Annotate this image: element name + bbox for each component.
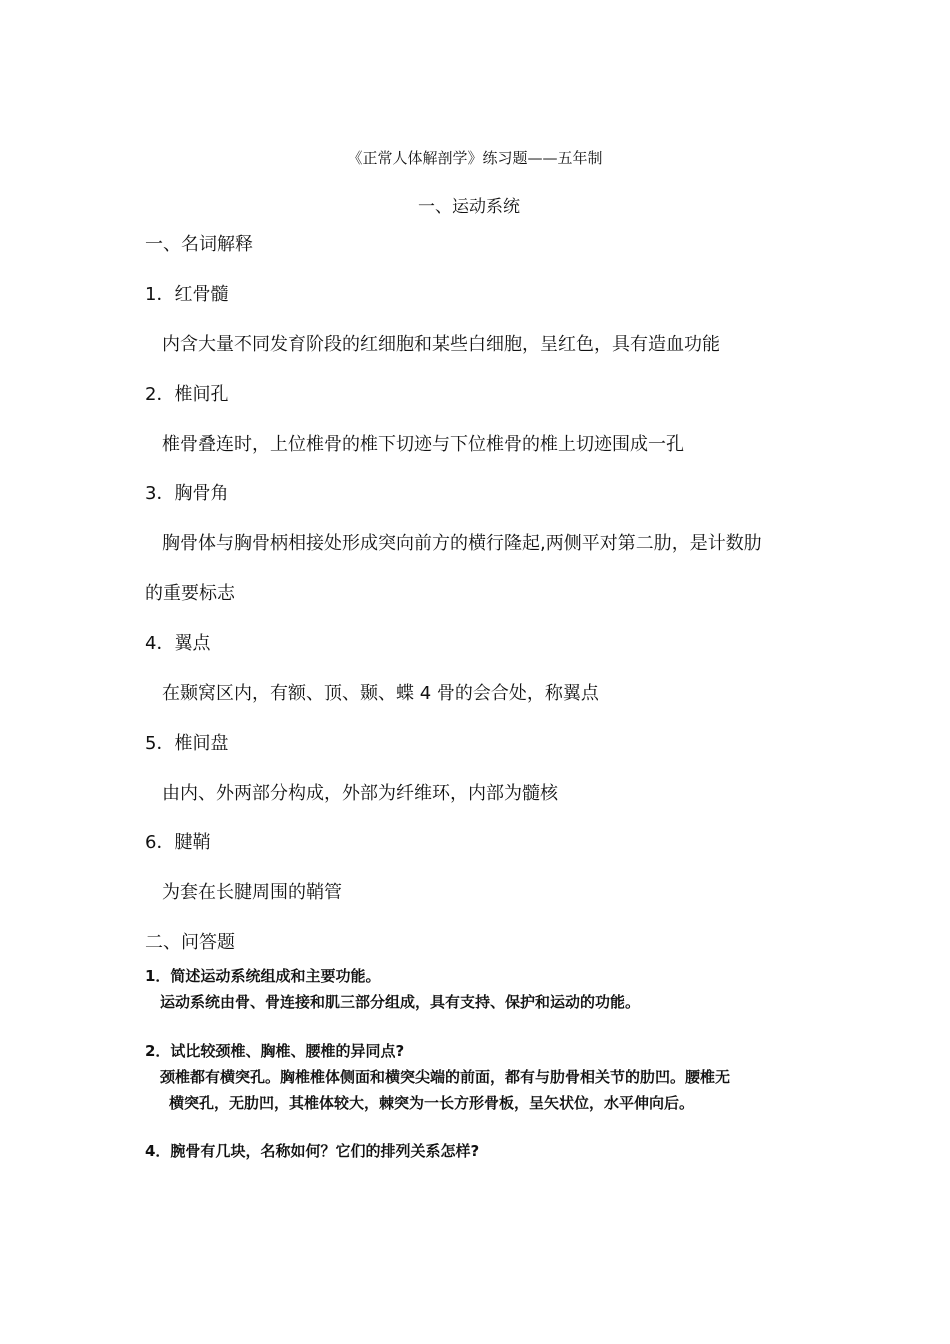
question: 1．简述运动系统组成和主要功能。 bbox=[145, 967, 381, 985]
answer-continued: 横突孔，无肋凹，其椎体较大，棘突为一长方形骨板，呈矢状位，水平伸向后。 bbox=[169, 1094, 695, 1112]
question: 4．腕骨有几块，名称如何？它们的排列关系怎样? bbox=[145, 1142, 480, 1160]
document-title: 《正常人体解剖学》练习题——五年制 bbox=[347, 149, 603, 167]
chapter-heading: 一、运动系统 bbox=[418, 197, 520, 217]
glossary-term: 4．翼点 bbox=[145, 633, 211, 654]
glossary-definition: 胸骨体与胸骨柄相接处形成突向前方的横行隆起,两侧平对第二肋，是计数肋 bbox=[162, 533, 762, 554]
answer: 运动系统由骨、骨连接和肌三部分组成，具有支持、保护和运动的功能。 bbox=[160, 993, 641, 1011]
glossary-term: 5．椎间盘 bbox=[145, 733, 229, 754]
glossary-definition: 由内、外两部分构成，外部为纤维环，内部为髓核 bbox=[162, 783, 558, 804]
glossary-definition-continued: 的重要标志 bbox=[145, 583, 235, 604]
answer: 颈椎都有横突孔。胸椎椎体侧面和横突尖端的前面，都有与肋骨相关节的肋凹。腰椎无 bbox=[160, 1068, 731, 1086]
glossary-definition: 在颞窝区内，有额、顶、颞、蝶 4 骨的会合处，称翼点 bbox=[162, 683, 599, 704]
section-heading-glossary: 一、名词解释 bbox=[145, 234, 253, 255]
glossary-definition: 椎骨叠连时，上位椎骨的椎下切迹与下位椎骨的椎上切迹围成一孔 bbox=[162, 434, 684, 455]
glossary-term: 3．胸骨角 bbox=[145, 483, 229, 504]
glossary-definition: 内含大量不同发育阶段的红细胞和某些白细胞，呈红色，具有造血功能 bbox=[162, 334, 720, 355]
glossary-term: 6．腱鞘 bbox=[145, 832, 211, 853]
question: 2．试比较颈椎、胸椎、腰椎的异同点? bbox=[145, 1042, 405, 1060]
glossary-term: 2．椎间孔 bbox=[145, 384, 229, 405]
section-heading-questions: 二、问答题 bbox=[145, 932, 235, 953]
glossary-term: 1．红骨髓 bbox=[145, 284, 229, 305]
glossary-definition: 为套在长腱周围的鞘管 bbox=[162, 882, 342, 903]
